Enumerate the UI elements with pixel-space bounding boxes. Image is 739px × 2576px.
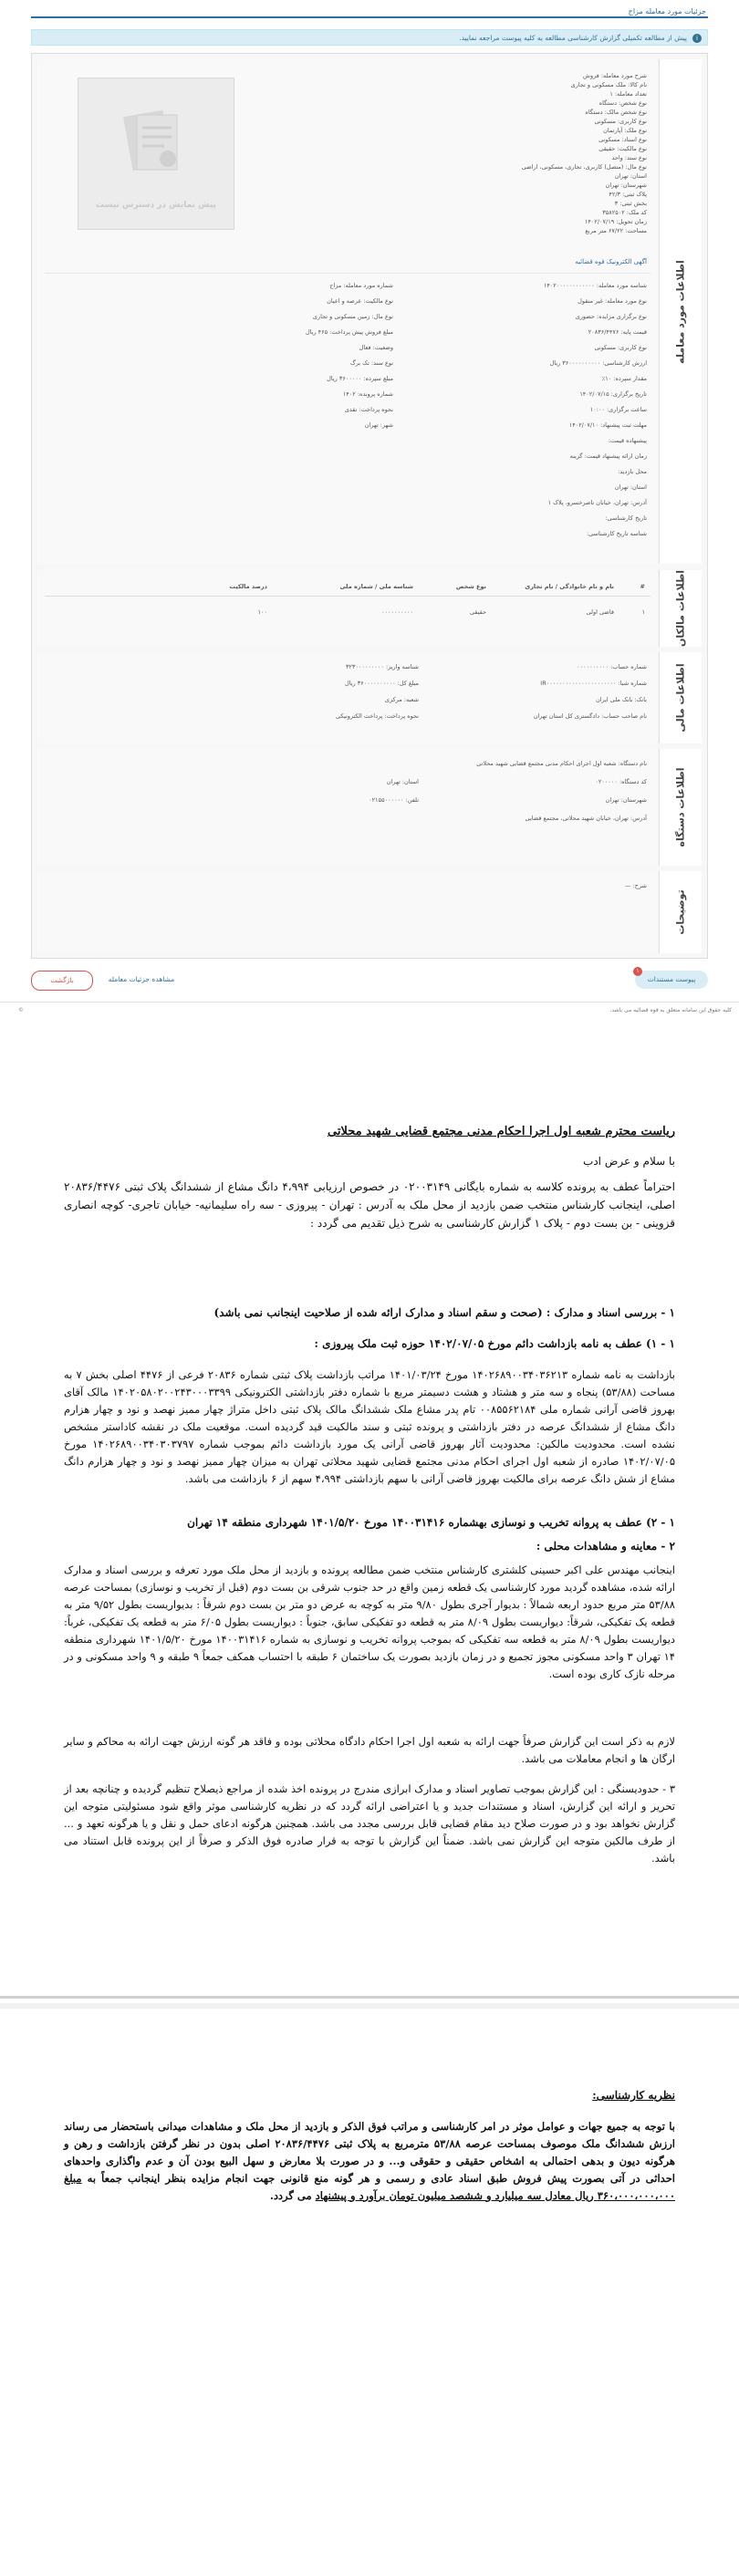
report-title: ریاست محترم شعبه اول اجرا احکام مدنی مجتمع قضایی شهید محلاتی: [328, 1125, 675, 1138]
breadcrumb: جزئیات مورد معامله مزاج: [628, 7, 706, 16]
detail-field: وضعیت: فعال: [359, 344, 393, 351]
action-bar: [31, 969, 708, 991]
notice-text: پیش از مطالعه تکمیلی گزارش کارشناسی مطالعه به کلیه پیوست مراجعه نمایید.: [459, 34, 687, 42]
detail-field: تاریخ برگزاری: ۱۴۰۲/۰۷/۱۵: [579, 390, 647, 398]
section-owners: [37, 570, 702, 647]
section-tab-finance: اطلاعات مالی: [659, 652, 702, 743]
detail-field: نوع مالکیت: عرصه و اعیان: [327, 297, 393, 305]
detail-field: قیمت پایه: ۲۰۸۳۶/۴۴۷۶: [588, 328, 647, 336]
detail-line: نوع مالکیت: حقیقی: [598, 145, 647, 152]
detail-field: شهر: تهران: [364, 421, 393, 429]
detail-field: مبلغ سپرده: ۳۶۰۰۰۰۰ ریال: [327, 375, 393, 382]
device-field: شهرستان: تهران: [605, 796, 647, 804]
finance-field: شعبه: مرکزی: [384, 696, 419, 703]
finance-field: بانک: بانک ملی ایران: [595, 696, 647, 703]
device-field: آدرس: تهران، خیابان شهید محلاتی، مجتمع قضایی: [525, 815, 647, 822]
report-section-1-1: ۱ - ۱) عطف به نامه بازداشت دائم مورخ ۱۴۰۲/۰۷/۰۵ حوزه ثبت ملک پیروزی :: [314, 1337, 675, 1350]
attachments-count-badge: ۱: [633, 967, 642, 976]
attachment-link[interactable]: آگهی الکترونیک قوه قضائیه: [575, 258, 647, 265]
detail-line: شرح مورد معامله: فروش: [583, 72, 647, 79]
report-section-2-body: اینجانب مهندس علی اکبر حسینی کلشتری کارشناس منتخب ضمن مطالعه پرونده و بازدید از محل ملک مورد تعرفه و بررسی اسناد و مدارک ارائه شده، مشاهده گردید مورد کارشناسی یک قطعه زمین واقع در حد جنوب شرقی بن بست دوم (قبل از تخریب و نوسازی) بمساحت عرصه ۵۳/۸۸ متر مربع حدود اربعه شمالاً : بدیوار آجری بطول ۹/۸۰ متر به کوچه به عرض دو متر بن بست دوم شرقاً : بدیواریست بطول ۹/۵۲ متر به قطعه یک تفکیکی، شرقاً: دیواریست بطول ۸/۰۹ متر به قطعه دو تفکیکی سابق، جنوباً : دیواریست بطول ۶/۰۵ متر به قطعه یک تفکیکی، غرباً: دیواریست بطول ۸/۰۹ متر به قطعه سه تفکیکی که بموجب پروانه تخریب و نوسازی به شماره ۱۴۰۰۳۱۴۱۶ مورخ ۱۴۰۱/۵/۲۰ شهرداری منطقه ۱۴ تهران ۳ واحد مسکونی مجوز تجمیع و در زمان بازدید بصورت یک ساختمان ۶ طبقه با احتساب همکف جمعاً ۹ طبقه و ۹ واحد مسکونی و در مرحله نازک کاری بوده است.: [64, 1563, 676, 1680]
notes-text: شرح: —: [625, 882, 647, 889]
section-tab-device: اطلاعات دستگاه: [659, 749, 702, 866]
report-section-1-body: بازداشت به نامه شماره ۱۴۰۲۶۸۹۰۰۳۴۰۳۶۲۱۳ مورخ ۱۴۰۱/۰۳/۲۴ مراتب بازداشت پلاک ثبتی شماره ۲۰۸۳۶ فرعی از ۴۴۷۶ اصلی بخش ۷ به مساحت (۵۳/۸۸) پنجاه و سه متر و هشتاد و هشت دسیمتر مربع با شماره دفتر بازداشتی الکترونیکی ۱۴۰۲۰۵۸۰۲۰۰۲۴۳۰۰۰۳۳۹۹ مالک آقای بهروز قاضی آرانی شماره ملی ۰۰۸۵۵۶۲۱۸۴ تام پدر مشاع ملک ششدانگ مالک پلاک ثبتی داخل متراژ چهار ممیز نهصد و نود و چهار هزارم دانگ مشاع از ششدانگ عرصه در دفتر بازداشتی و پرونده ثبتی و سند مالکیت قید گردیده است. موقعیت ملک در نقشه کاداستر مشخص نشده است. محدودیت مالکین: محدودیت آثار بهروز قاضی آرانی یک مورد بازداشت دائم بموجب شماره ۱۴۰۲۶۸۹۰۰۳۴۰۳۰۳۷۹۷ مورخ ۱۴۰۲/۰۷/۰۵ صادره از شعبه اول اجرای احکام مدنی مجتمع قضایی شهید محلاتی تهران به میزان چهار ممیز نهصد و نود و چهار هزارم دانگ مشاع از شش دانگ عرصه برای مالکیت بهروز قاضی آرانی با سهم بازداشتی ۴،۹۹۴ سهم از ۶ بازداشت می باشد.: [64, 1368, 676, 1485]
back-button[interactable]: بازگشت: [31, 971, 93, 991]
detail-line: نام کالا: ملک مسکونی و تجاری: [570, 81, 647, 88]
opinion-text: با توجه به جمیع جهات و عوامل موثر در امر کارشناسی و مراتب فوق الذکر و بازدید از محل ملک و مشاهدات میدانی باستحضار می رساند ارزش ششدانگ ملک موصوف بمساحت عرصه ۵۳/۸۸ مترمربع به پلاک ثبتی ۲۰۸۳۶/۴۴۷۶ اصلی بدون در نظر گرفتن بازداشت و رهن و هرگونه دیون و بدهی احتمالی به اشخاص حقیقی و حقوقی و... و در صورت بلا معارض و سهل البیع بودن آن و عدم واگذاری واحدهای احداثی در آتی بصورت پیش فروش طبق اسناد عادی و رسمی و هر گونه منع قانونی جهت انجام مزایده بنظر اینجانب جمعاً به مبلغ ۳۶۰،۰۰۰،۰۰۰،۰۰۰ ریال معادل سه میلیارد و ششصد میلیون تومان برآورد و پیشنهاد می گردد.: [64, 2119, 675, 2202]
photo-placeholder: [78, 78, 234, 230]
report-section-1-2: ۱ - ۲) عطف به پروانه تخریب و نوسازی بهشماره ۱۴۰۰۳۱۴۱۶ مورخ ۱۴۰۱/۵/۲۰ شهرداری منطقه ۱۴ تهران: [187, 1516, 675, 1529]
detail-field: آدرس: تهران، خیابان ناصرخسرو، پلاک ۱: [547, 499, 647, 506]
finance-field: شماره شبا: IR۰۰۰۰۰۰۰۰۰۰۰۰۰۰۰۰۰۰۰۰۰۰: [540, 680, 647, 687]
report-section-1: ۱ - بررسی اسناد و مدارک : (صحت و سقم اسناد و مدارک ارائه شده از صلاحیت اینجانب نمی باشد): [213, 1306, 675, 1319]
detail-field: نحوه پرداخت: نقدی: [344, 406, 393, 413]
info-notice: [31, 29, 708, 46]
detail-line: شهرستان: تهران: [605, 182, 647, 189]
detail-line: نوع مال: (متصل) کاربری، تجاری، مسکونی، اراضی: [521, 163, 647, 171]
detail-field: شماره مورد معامله: مزاج: [329, 282, 393, 289]
detail-line: بخش ثبتی: ۳: [614, 200, 647, 207]
detail-field: شماره پرونده: ۱۴۰۲: [342, 390, 393, 398]
attachments-button[interactable]: پیوست مستندات ۱: [635, 971, 708, 989]
finance-field: شماره حساب: ۰۰۰۰۰۰۰۰۰۰: [577, 663, 647, 670]
detail-field: شناسه مورد معامله: ۱۴۰۲۰۰۰۰۰۰۰۰۰۰۰۰: [543, 282, 647, 289]
detail-line: کد ملک: ۳۵۸۲۵۰۲: [602, 209, 647, 216]
section-tab-details: اطلاعات مورد معامله: [659, 59, 702, 564]
table-row: ۱ قاضی اولی حقیقی ۰۰۰۰۰۰۰۰۰۰ ۱۰۰: [257, 608, 645, 616]
detail-line: نوع سند: واحد: [611, 154, 647, 161]
finance-field: مبلغ کل: ۳۶۰۰۰۰۰۰۰۰۰۰ ریال: [344, 680, 419, 687]
detail-line: پلاک ثبتی: ۴۲/۳: [609, 191, 647, 198]
detail-field: نوع مورد معامله: غیر منقول: [578, 297, 647, 305]
device-field: تلفن: ۰۲۱۵۵۰۰۰۰۰۰: [369, 796, 419, 804]
opinion-title: نظریه کارشناسی:: [592, 2089, 675, 2102]
detail-line: نوع شخص: دستگاه: [598, 99, 647, 107]
detail-line: مساحت: ۶۷/۲۲ متر مربع: [585, 227, 647, 234]
footer-left: ©: [18, 1007, 24, 1013]
detail-field: شناسه تاریخ کارشناسی:: [586, 530, 647, 537]
device-field: کد دستگاه: ۰۲۰۰۰۰۰: [595, 778, 647, 785]
detail-line: نوع اسناد: مسکونی: [598, 136, 647, 143]
detail-line: زمان تحویل: ۱۴۰۲/۰۷/۱۹: [584, 218, 647, 225]
device-field: استان: تهران: [386, 778, 419, 785]
section-tab-owners: اطلاعات مالکان: [659, 570, 702, 647]
info-icon: i: [692, 34, 702, 43]
photo-caption: پیش نمایش در دسترس نیست: [96, 201, 216, 210]
section-tab-notes: توضیحات: [659, 871, 702, 953]
report-section-3: ۳ - حدودیسنگی : این گزارش بموجب تصاویر اسناد و مدارک ابرازی مندرج در پرونده اخذ شده از مراجع ذیصلاح تنظیم گردیده و چنانچه بعد از تحریر و ارائه این گزارش، اسناد و مستندات جدید و یا اعتراضی ارائه گردد که در نظریه کارشناسی موثر واقع شود مسئولیتی متوجه این گزارش نخواهد بود و در صورت صلاح دید مقام قضایی قابل بررسی مجدد می باشد. همچنین هرگونه ادعای حمل و نقل و یا هرگونه تعهد و ... از طرف مالکین متوجه این گزارش نمی باشد. ضمناً این گزارش با توجه به قرار صادره فوق الذکر و صرفاً از این پرونده قابل استناد می باشد.: [64, 1782, 675, 1864]
finance-field: نحوه پرداخت: پرداخت الکترونیکی: [336, 712, 419, 720]
section-details: [37, 59, 702, 564]
detail-field: محل بازدید:: [618, 468, 647, 475]
detail-field: نوع مال: زمین مسکونی و تجاری: [312, 313, 393, 320]
detail-field: ارزش کارشناسی: ۳۶۰۰۰۰۰۰۰۰۰۰ ریال: [549, 359, 647, 367]
header-divider: [31, 16, 708, 18]
report-section-2-note: لازم به ذکر است این گزارش صرفاً جهت ارائه به شعبه اول اجرا احکام دادگاه محلاتی بوده و فاقد هر گونه ارزش جهت ارائه به محاکم و سایر ارگان ها و انجام معاملات می باشد.: [64, 1735, 675, 1765]
detail-line: استان: تهران: [614, 172, 647, 180]
detail-field: مهلت ثبت پیشنهاد: ۱۴۰۲/۰۷/۱۰: [568, 421, 647, 429]
report-section-2: ۲ - معاینه و مشاهدات محلی :: [536, 1540, 675, 1553]
detail-line: تعداد معامله: ۱: [609, 90, 647, 98]
detail-field: تاریخ کارشناسی:: [605, 514, 647, 522]
report-intro: احتراماً عطف به پرونده کلاسه به شماره بایگانی ۰۲۰۰۳۱۴۹ در خصوص ارزیابی ۴،۹۹۴ دانگ مشاع از ششدانگ پلاک ثبتی ۲۰۸۳۶/۴۴۷۶ اصلی، اینجانب کارشناس منتخب ضمن بازدید از محل ملک به آدرس : تهران - پیروزی - سه راه سلیمانیه- خیابان تاجری- کوچه انصاری قزوینی - بن بست دوم - پلاک ۱ گزارش کارشناسی به شرح ذیل تقدیم می گردد :: [64, 1180, 675, 1230]
detail-field: نوع سند: تک برگ: [349, 359, 393, 367]
finance-field: شناسه واریز: ۳۲۳۰۰۰۰۰۰۰۰۰: [345, 663, 419, 670]
detail-field: مقدار سپرده: ۱۰٪: [601, 375, 647, 382]
detail-field: نوع کاربری: مسکونی: [594, 344, 647, 351]
detail-field: ساعت برگزاری: ۱۰:۰۰: [589, 406, 647, 413]
transaction-panel: [31, 53, 708, 959]
opinion-amount: مبلغ ۳۶۰،۰۰۰،۰۰۰،۰۰۰ ریال معادل سه میلیارد و ششصد میلیون تومان برآورد و پیشنهاد: [64, 2171, 675, 2202]
document-placeholder-icon: [122, 106, 182, 177]
detail-line: نوع شخص مالک: دستگاه: [585, 109, 647, 116]
detail-field: نوع برگزاری مزایده: حضوری: [575, 313, 647, 320]
detail-field: پیشنهاده قیمت:: [608, 437, 647, 444]
detail-field: استان: تهران: [614, 483, 647, 491]
section-notes: [37, 871, 702, 953]
detail-line: نوع ملک: آپارتمان: [603, 127, 647, 134]
detail-line: نوع کاربری: مسکونی: [594, 118, 647, 125]
detail-field: زمان ارائه پیشنهاد قیمت: گزینه: [569, 452, 647, 460]
device-field: نام دستگاه: شعبه اول اجرای احکام مدنی مجتمع قضایی شهید محلاتی: [476, 760, 647, 767]
view-details-button[interactable]: مشاهده جزئیات معامله: [108, 975, 175, 983]
section-finance: [37, 652, 702, 743]
report-greeting: با سلام و عرض ادب: [583, 1155, 675, 1168]
detail-field: مبلغ فروش پیش پرداخت: ۴۶۵ ریال: [305, 328, 393, 336]
footer: [0, 1007, 739, 1020]
section-device: [37, 749, 702, 866]
finance-field: نام صاحب حساب: دادگستری کل استان تهران: [533, 712, 647, 720]
owners-table-header: # نام و نام خانوادگی / نام تجاری نوع شخص شناسه ملی / شماره ملی درصد مالکیت: [45, 583, 651, 597]
footer-copyright: کلیه حقوق این سامانه متعلق به قوه قضائیه می باشد.: [609, 1007, 732, 1013]
opinion-page: [64, 2087, 675, 2205]
